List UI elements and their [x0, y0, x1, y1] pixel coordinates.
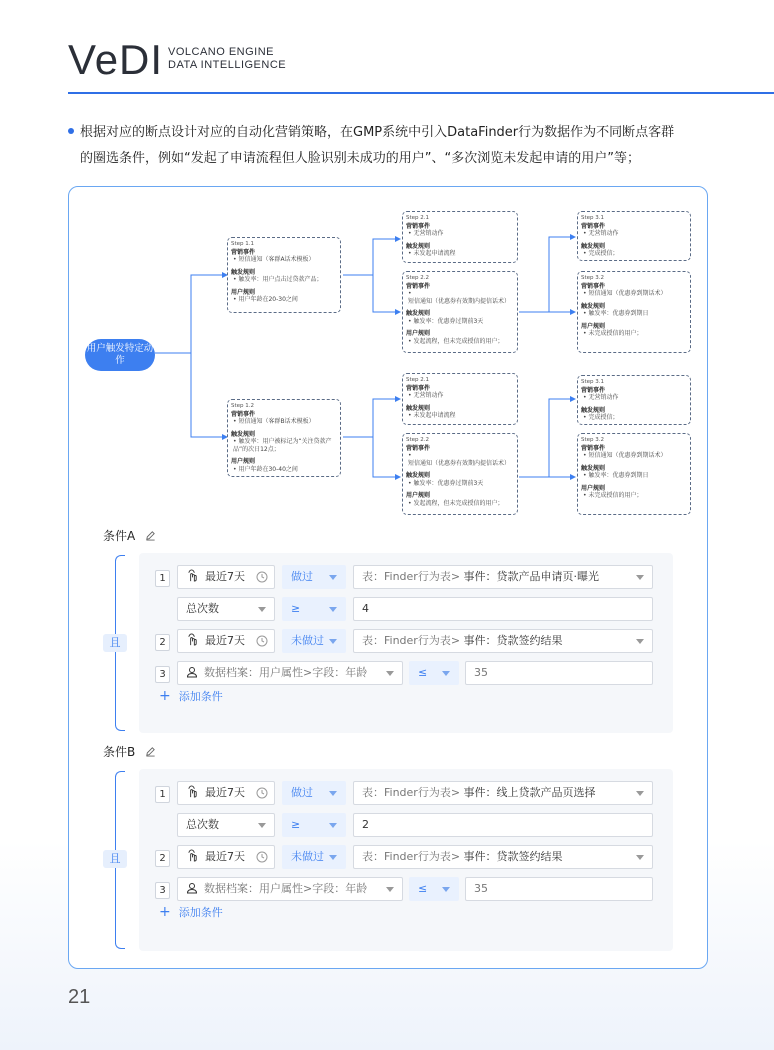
action-value: 未做过 [291, 634, 324, 647]
condition-b-and-badge[interactable]: 且 [103, 850, 127, 868]
step-label: Step 2.1 [406, 377, 430, 383]
step-heading: 触发规则 [406, 472, 431, 479]
profile-field-select[interactable] [177, 877, 403, 901]
step-label: Step 2.2 [406, 437, 430, 443]
step-label: Step 2.2 [406, 275, 430, 281]
strategy-card [68, 186, 708, 969]
step-heading: 触发规则 [406, 404, 431, 412]
step-heading: 触发规则 [581, 302, 606, 310]
event-table-prefix: 表：Finder行为表> [362, 634, 461, 647]
flow-step-1-2 [227, 399, 341, 477]
add-condition-button[interactable] [159, 904, 223, 920]
event-name: 事件：线上贷款产品页选择 [463, 786, 596, 799]
rule-number: 2 [155, 634, 170, 651]
chevron-down-icon [442, 887, 450, 892]
step-heading: 营销事件 [406, 222, 431, 230]
chevron-down-icon [329, 791, 337, 796]
logo-subtitle [168, 46, 286, 72]
flow-step-3-1-top [577, 211, 691, 261]
flow-step-3-2-bottom [577, 433, 691, 515]
event-name: 事件：贷款签约结果 [463, 634, 563, 647]
condition-b-title [103, 743, 156, 760]
event-name: 事件：贷款产品申请页·曝光 [463, 570, 600, 583]
step-bullet: • 用户年龄在30-40之间 [231, 466, 337, 474]
add-condition-label: 添加条件 [178, 690, 223, 703]
step-bullet: • 触发率：优惠券到期日 [581, 472, 687, 480]
step-heading: 营销事件 [581, 386, 606, 394]
flow-diagram [69, 187, 709, 527]
edit-pencil-icon[interactable] [145, 746, 156, 757]
event-table-prefix: 表：Finder行为表> [362, 570, 461, 583]
condition-a-label: 条件A [103, 529, 136, 543]
flow-step-2-2-bottom [402, 433, 518, 515]
condition-a-panel [139, 553, 673, 733]
step-heading: 用户规则 [231, 288, 256, 296]
rule-number: 1 [155, 570, 170, 587]
step-bullet: • 短信通知（优惠券到期话术） [581, 290, 687, 298]
step-bullet: • 触发率：用户点击过贷款产品； [231, 276, 337, 284]
step-label: Step 3.1 [581, 215, 605, 221]
comparator-value: ≥ [291, 818, 301, 831]
step-heading: 用户规则 [231, 458, 256, 465]
clock-icon [256, 571, 268, 583]
step-bullet: • 短信通知（客群B话术模板） [231, 418, 337, 426]
chevron-down-icon [386, 887, 394, 892]
age-input[interactable] [465, 877, 653, 901]
event-select[interactable] [353, 781, 653, 805]
add-condition-label: 添加条件 [178, 906, 223, 919]
step-heading: 营销事件 [581, 444, 606, 452]
step-bullet: • 未发起申请流程 [406, 412, 514, 420]
step-bullet: • 完成授信； [581, 250, 687, 258]
chevron-down-icon [329, 855, 337, 860]
flow-step-2-1-top [402, 211, 518, 263]
step-bullet: • 发起流程，但未完成授信的用户； [406, 338, 514, 346]
flow-root-node: 用户触发特定动作 [85, 339, 155, 371]
intro-line-1: 根据对应的断点设计对应的自动化营销策略，在GMP系统中引入DataFinder行为数据作为不同断点客群 [80, 125, 675, 140]
time-range-select[interactable] [177, 629, 275, 653]
step-bullet: • 未完成授信的用户； [581, 330, 687, 338]
step-bullet: • 完成授信； [581, 414, 687, 422]
time-range-value: 最近7天 [205, 850, 245, 863]
chevron-down-icon [329, 823, 337, 828]
chevron-down-icon [636, 855, 644, 860]
action-value: 做过 [291, 786, 313, 799]
chevron-down-icon [442, 671, 450, 676]
condition-b-panel [139, 769, 673, 951]
flow-step-1-1 [227, 237, 341, 313]
metric-select[interactable] [177, 597, 275, 621]
step-bullet: • 短信通知（优惠券有效期内提信话术） [406, 290, 514, 305]
profile-field-value: 数据档案：用户属性>字段：年龄 [204, 882, 368, 895]
step-heading: 触发规则 [581, 242, 606, 250]
bullet-dot-icon [68, 128, 74, 134]
metric-value: 总次数 [186, 602, 219, 615]
flow-step-3-2-top [577, 271, 691, 353]
chevron-down-icon [386, 671, 394, 676]
action-value: 做过 [291, 570, 313, 583]
count-input[interactable] [353, 597, 653, 621]
clock-icon [256, 635, 268, 647]
intro-line-2: 的圈选条件，例如“发起了申请流程但人脸识别未成功的用户”、“多次浏览未发起申请的用户”等； [80, 151, 640, 166]
step-heading: 用户规则 [406, 330, 431, 337]
step-label: Step 1.1 [231, 241, 255, 247]
step-heading: 营销事件 [406, 384, 431, 392]
comparator-value: ≤ [418, 882, 428, 895]
profile-field-select[interactable] [177, 661, 403, 685]
step-bullet: • 无营销动作 [581, 394, 687, 402]
step-bullet: • 触发率：优惠券到期日 [581, 310, 687, 318]
step-heading: 营销事件 [231, 410, 256, 418]
count-input[interactable] [353, 813, 653, 837]
condition-a-title [103, 527, 156, 544]
chevron-down-icon [329, 639, 337, 644]
chevron-down-icon [329, 607, 337, 612]
event-select[interactable] [353, 629, 653, 653]
step-label: Step 3.2 [581, 437, 605, 443]
step-bullet: • 短信通知（优惠券到期话术） [581, 452, 687, 460]
page-number: 21 [68, 986, 91, 1008]
action-select[interactable] [282, 781, 346, 805]
plus-icon: + [159, 904, 171, 920]
user-icon [186, 882, 198, 894]
step-bullet: • 短信通知（优惠券有效期内提信话术） [406, 452, 514, 467]
rule-number: 2 [155, 850, 170, 867]
time-range-select[interactable] [177, 781, 275, 805]
condition-b-label: 条件B [103, 745, 136, 759]
vedi-logo: VeDI [68, 36, 164, 83]
tap-gesture-icon [186, 785, 199, 798]
time-range-value: 最近7天 [205, 634, 245, 647]
event-select[interactable] [353, 565, 653, 589]
event-name: 事件：贷款签约结果 [463, 850, 563, 863]
intro-paragraph [68, 120, 728, 172]
profile-field-value: 数据档案：用户属性>字段：年龄 [204, 666, 368, 679]
logo-subtitle-line2: DATA INTELLIGENCE [168, 59, 287, 71]
step-bullet: • 无营销动作 [406, 230, 514, 238]
tap-gesture-icon [186, 849, 199, 862]
comparator-value: ≤ [418, 666, 428, 679]
action-select[interactable] [282, 629, 346, 653]
step-heading: 触发规则 [581, 406, 606, 414]
time-range-value: 最近7天 [205, 570, 245, 583]
age-value: 35 [474, 882, 488, 895]
event-table-prefix: 表：Finder行为表> [362, 850, 461, 863]
age-value: 35 [474, 666, 488, 679]
step-label: Step 3.2 [581, 275, 605, 281]
step-bullet: • 无营销动作 [581, 230, 687, 238]
time-range-select[interactable] [177, 565, 275, 589]
step-heading: 触发规则 [406, 242, 431, 250]
step-bullet: • 发起流程，但未完成授信的用户； [406, 500, 514, 508]
comparator-value: ≥ [291, 602, 301, 615]
edit-pencil-icon[interactable] [145, 530, 156, 541]
event-table-prefix: 表：Finder行为表> [362, 786, 461, 799]
step-heading: 营销事件 [581, 282, 606, 290]
time-range-value: 最近7天 [205, 786, 245, 799]
comparator-select[interactable] [409, 877, 459, 901]
chevron-down-icon [329, 575, 337, 580]
step-bullet: • 触发率：优惠券过期前3天 [406, 480, 514, 488]
condition-a-and-badge[interactable]: 且 [103, 634, 127, 652]
rule-number: 1 [155, 786, 170, 803]
comparator-select[interactable] [282, 597, 346, 621]
step-heading: 触发规则 [581, 464, 606, 472]
count-value: 2 [362, 818, 369, 831]
flow-step-2-2-top [402, 271, 518, 353]
header-divider [68, 92, 774, 94]
chevron-down-icon [636, 575, 644, 580]
page-header [68, 38, 774, 94]
comparator-select[interactable] [282, 813, 346, 837]
clock-icon [256, 787, 268, 799]
action-select[interactable] [282, 845, 346, 869]
logo-subtitle-line1: VOLCANO ENGINE [168, 46, 275, 58]
chevron-down-icon [636, 791, 644, 796]
step-bullet: • 未完成授信的用户； [581, 492, 687, 500]
user-icon [186, 666, 198, 678]
metric-select[interactable] [177, 813, 275, 837]
chevron-down-icon [258, 823, 266, 828]
tap-gesture-icon [186, 633, 199, 646]
step-heading: 营销事件 [406, 282, 431, 290]
metric-value: 总次数 [186, 818, 219, 831]
chevron-down-icon [636, 639, 644, 644]
action-select[interactable] [282, 565, 346, 589]
step-heading: 用户规则 [581, 484, 606, 492]
time-range-select[interactable] [177, 845, 275, 869]
step-bullet: • 未发起申请流程 [406, 250, 514, 258]
flow-step-2-1-bottom [402, 373, 518, 425]
step-label: Step 1.2 [231, 403, 255, 409]
age-input[interactable] [465, 661, 653, 685]
step-heading: 触发规则 [406, 310, 431, 317]
step-label: Step 2.1 [406, 215, 430, 221]
tap-gesture-icon [186, 569, 199, 582]
add-condition-button[interactable] [159, 688, 223, 704]
chevron-down-icon [258, 607, 266, 612]
flow-step-3-1-bottom [577, 375, 691, 425]
step-heading: 营销事件 [581, 222, 606, 230]
step-bullet: • 无营销动作 [406, 392, 514, 400]
step-heading: 触发规则 [231, 268, 256, 276]
comparator-select[interactable] [409, 661, 459, 685]
step-bullet: • 用户年龄在20-30之间 [231, 296, 337, 304]
step-label: Step 3.1 [581, 379, 605, 385]
step-heading: 营销事件 [231, 248, 256, 256]
count-value: 4 [362, 602, 369, 615]
event-select[interactable] [353, 845, 653, 869]
rule-number: 3 [155, 882, 170, 899]
step-heading: 触发规则 [231, 430, 256, 438]
rule-number: 3 [155, 666, 170, 683]
step-heading: 用户规则 [581, 322, 606, 330]
plus-icon: + [159, 688, 171, 704]
step-heading: 用户规则 [406, 492, 431, 499]
step-heading: 营销事件 [406, 444, 431, 452]
step-bullet: • 短信通知（客群A话术模板） [231, 256, 337, 264]
step-bullet: • 触发率：优惠券过期前3天 [406, 318, 514, 326]
clock-icon [256, 851, 268, 863]
action-value: 未做过 [291, 850, 324, 863]
step-bullet: • 触发率：用户被标记为“关注贷款产品”的次日12点； [231, 438, 337, 453]
